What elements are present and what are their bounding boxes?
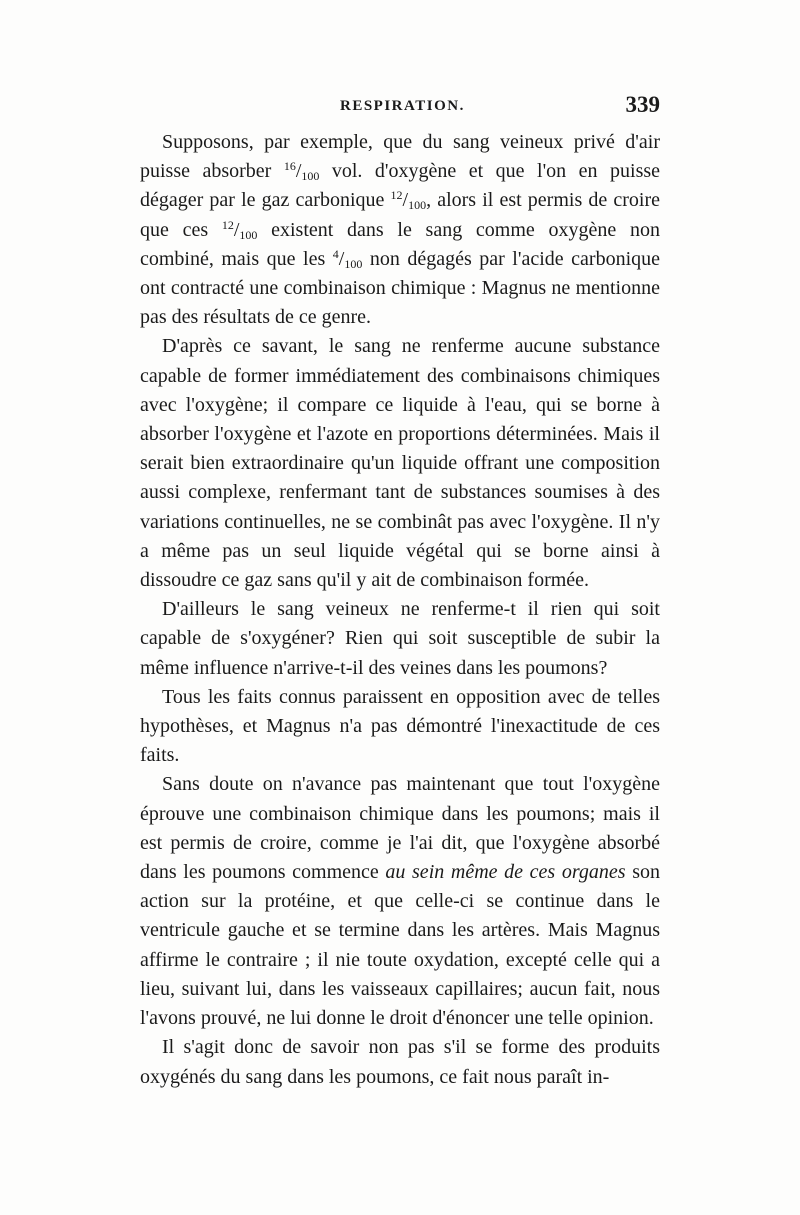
fraction-numerator: 16 xyxy=(283,159,296,174)
text-run: Supposons, par exemple, que du sang veineux privé d'air puisse absorber xyxy=(140,131,660,183)
paragraph: Il s'agit donc de savoir non pas s'il se forme des produits oxygénés du sang dans les poumons, ce fait nous paraît in- xyxy=(140,1036,660,1088)
fraction-numerator: 12 xyxy=(390,188,403,203)
text-run: non dégagés par l'acide carbonique ont contracté une combinaison chimique : Magnus ne mentionne pas des résultats de ce genre. xyxy=(140,247,661,329)
fraction: $^4/_{100}$ xyxy=(332,246,363,271)
page-number: 339 xyxy=(625,92,660,117)
fraction: $^{16}/_{100}$ xyxy=(283,159,320,184)
fraction: $^{12}/_{100}$ xyxy=(390,188,427,213)
paragraph: D'ailleurs le sang veineux ne renferme-t il rien qui soit capable de s'oxygéner? Rien qui soit susceptible de subir la même influence n'arrive-t-il des veines dans les poumons? xyxy=(140,598,660,679)
fraction-numerator: 12 xyxy=(221,217,234,232)
paragraph: D'après ce savant, le sang ne renferme aucune substance capable de former immédiatement des combinaisons chimiques avec l'oxygène; il compare ce liquide à l'eau, qui se borne à absorber l'oxygène et l'azote en proportions déterminées. Mais il serait bien extraordinaire qu'un liquide offrant une composition aussi complexe, renfermant tant de substances soumises à des variations continuelles, ne se combinât pas avec l'oxygène. Il n'y a même pas un seul liquide végétal qui se borne ainsi à dissoudre ce gaz sans qu'il y ait de combinaison formée. xyxy=(140,335,660,592)
running-header xyxy=(140,92,660,122)
fraction-denominator: 100 xyxy=(239,227,258,242)
text-run: son action sur la protéine, et que celle-ci se continue dans le ventricule gauche et se termine dans les artères. Mais Magnus affirme le contraire ; il nie toute oxydation, excepté celle qui a lieu, suivant lui, dans les vaisseaux capillaires; aucun fait, nous l'avons prouvé, ne lui donne le droit d'énoncer une telle opinion. xyxy=(140,861,660,1030)
text-run: Sans doute on n'avance pas maintenant que tout l'oxygène éprouve une combinaison chimique dans les poumons; mais il est permis de croire, comme je l'ai dit, que l'oxygène absorbé dans les poumons commence xyxy=(140,773,660,884)
fraction-denominator: 100 xyxy=(344,256,363,271)
running-title: RESPIRATION. xyxy=(340,98,465,114)
fraction: $^{12}/_{100}$ xyxy=(221,217,258,242)
fraction-numerator: 4 xyxy=(332,246,339,261)
text-run: , alors il est permis de croire que ces xyxy=(140,189,660,241)
paragraph xyxy=(140,128,660,332)
text-run: vol. d'oxygène et que l'on en puisse dégager par le gaz carbonique xyxy=(140,160,661,212)
body-text xyxy=(140,128,660,1092)
paragraph: Tous les faits connus paraissent en opposition avec de telles hypothèses, et Magnus n'a pas démontré l'inexactitude de ces faits. xyxy=(140,685,660,767)
paragraph xyxy=(140,770,660,1033)
fraction-denominator: 100 xyxy=(301,169,320,184)
fraction-denominator: 100 xyxy=(408,198,427,213)
italic-phrase: au sein même de ces organes xyxy=(385,861,626,884)
text-run: existent dans le sang comme oxygène non combiné, mais que les xyxy=(140,218,660,270)
